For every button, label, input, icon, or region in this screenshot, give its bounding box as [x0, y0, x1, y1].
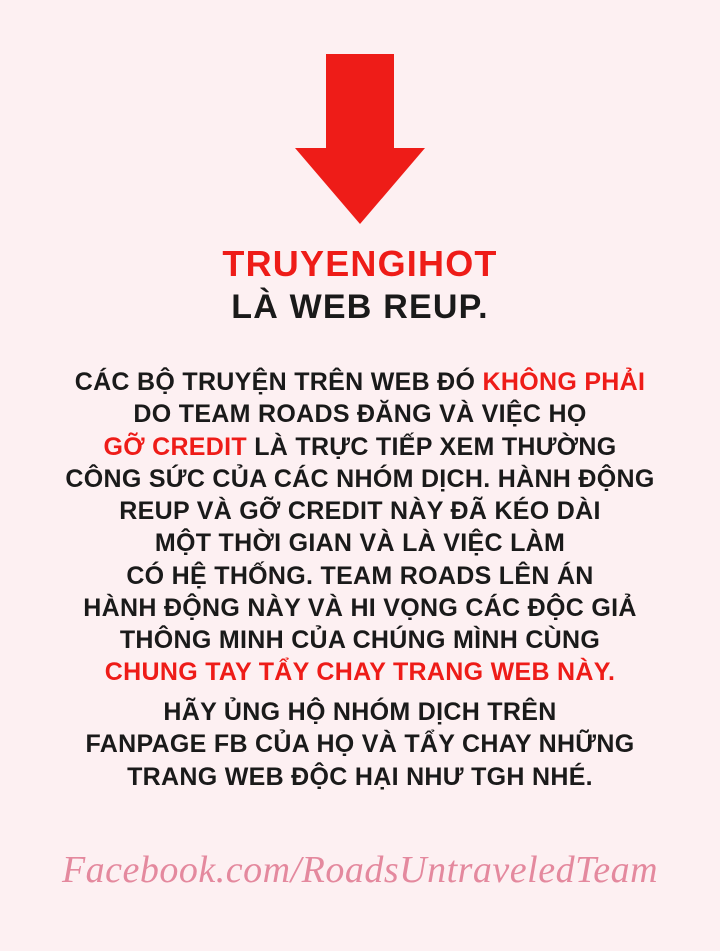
text-line — [0, 624, 720, 656]
arrow-head — [295, 148, 425, 224]
body-text: CÔNG SỨC CỦA CÁC NHÓM DỊCH. HÀNH ĐỘNG — [65, 464, 655, 493]
notice-body-paragraph — [0, 366, 720, 689]
headline-line-1: TRUYENGIHOT — [222, 243, 498, 284]
text-line — [0, 398, 720, 430]
text-line — [0, 696, 720, 728]
text-line — [0, 431, 720, 463]
body-text: HÀNH ĐỘNG NÀY VÀ HI VỌNG CÁC ĐỘC GIẢ — [83, 593, 637, 622]
text-line — [0, 761, 720, 793]
footer — [0, 848, 720, 892]
text-line — [0, 728, 720, 760]
headline-line-2: LÀ WEB REUP. — [231, 288, 489, 327]
text-line — [0, 463, 720, 495]
body-text: MỘT THỜI GIAN VÀ LÀ VIỆC LÀM — [154, 529, 566, 558]
down-arrow-container — [0, 54, 720, 224]
body-text: THÔNG MINH CỦA CHÚNG MÌNH CÙNG — [119, 626, 601, 654]
arrow-shaft — [326, 54, 394, 150]
body-text: DO TEAM ROADS ĐĂNG VÀ VIỆC HỌ — [133, 400, 587, 429]
highlighted-text: GỠ CREDIT — [103, 432, 247, 461]
facebook-link-text: Facebook.com/RoadsUntraveledTeam — [61, 849, 659, 891]
body-text: HÃY ỦNG HỘ NHÓM DỊCH TRÊN — [163, 698, 557, 726]
body-text: FANPAGE FB CỦA HỌ VÀ TẨY CHAY NHỮNG — [85, 730, 635, 759]
text-line — [0, 656, 720, 688]
text-line — [0, 560, 720, 592]
text-line — [0, 592, 720, 624]
text-line — [0, 366, 720, 398]
text-line — [0, 495, 720, 527]
body-text: TRANG WEB ĐỘC HẠI NHƯ TGH NHÉ. — [127, 762, 593, 791]
headline — [0, 243, 720, 328]
notice-body-paragraph-2 — [0, 696, 720, 793]
body-text: CÁC BỘ TRUYỆN TRÊN WEB ĐÓ — [74, 368, 483, 396]
highlighted-text: KHÔNG PHẢI — [482, 368, 646, 396]
body-text: CÓ HỆ THỐNG. TEAM ROADS LÊN ÁN — [126, 561, 594, 590]
text-line — [0, 527, 720, 559]
highlighted-text: CHUNG TAY TẨY CHAY TRANG WEB NÀY. — [104, 658, 616, 687]
down-arrow-icon — [295, 54, 425, 224]
body-text: LÀ TRỰC TIẾP XEM THƯỜNG — [246, 432, 617, 461]
body-text: REUP VÀ GỠ CREDIT NÀY ĐÃ KÉO DÀI — [119, 497, 601, 525]
